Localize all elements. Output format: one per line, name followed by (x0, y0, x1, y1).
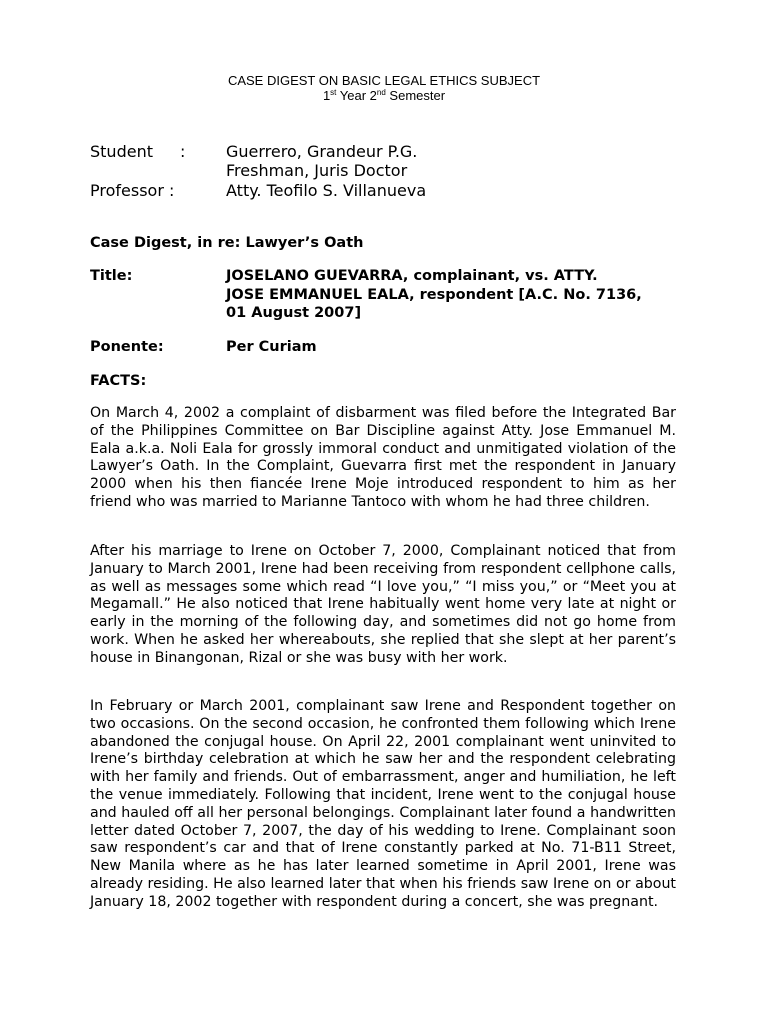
facts-heading: FACTS: (90, 373, 147, 389)
document-title-text: CASE DIGEST ON BASIC LEGAL ETHICS SUBJECT (227, 73, 541, 88)
student-label: Student (90, 142, 153, 161)
facts-paragraph-2: After his marriage to Irene on October 7, 2000, Complainant noticed that from January to March 2001, Irene had been receiving from respondent cellphone calls, as well as messages some which read “I love you,” “I miss you,” or “Meet you at Megamall.” He also noticed that Irene habitually went home very late at night or early in the morning of the following day, and sometimes did not go home from work. When he asked her whereabouts, she replied that she slept at her parent’s house in Binangonan, Rizal or she was busy with her work. (90, 543, 676, 666)
facts-paragraph-1: On March 4, 2002 a complaint of disbarment was filed before the Integrated Bar of the Philippines Committee on Bar Discipline against Atty. Jose Emmanuel M. Eala a.k.a. Noli Eala for grossly immoral conduct and unmitigated violation of the Lawyer’s Oath. In the Complaint, Guevarra first met the respondent in January 2000 when his then fiancée Irene Moje introduced respondent to him as her friend who was married to Marianne Tantoco with whom he had three children. (90, 405, 676, 510)
facts-paragraph-3: In February or March 2001, complainant saw Irene and Respondent together on two occasions. On the second occasion, he confronted them following which Irene abandoned the conjugal house. On April 22, 2001 complainant went uninvited to Irene’s birthday celebration at which he saw her and the respondent celebrating with her family and friends. Out of embarrassment, anger and humiliation, he left the venue immediately. Following that incident, Irene went to the conjugal house and hauled off all her personal belongings. Complainant later found a handwritten letter dated October 7, 2007, the day of his wedding to Irene. Complainant soon saw respondent’s car and that of Irene constantly parked at No. 71-B11 Street, New Manila where as he has later learned sometime in April 2001, Irene was already residing. He also learned later that when his friends saw Irene on or about January 18, 2002 together with respondent during a concert, she was pregnant. (90, 698, 676, 910)
year-superscript: st (330, 88, 337, 97)
case-title-line-3: 01 August 2007] (226, 305, 362, 321)
professor-label: Professor : (90, 181, 175, 200)
year-word: Year 2 (336, 88, 377, 103)
case-title-line-2: JOSE EMMANUEL EALA, respondent [A.C. No. 7136, (226, 287, 642, 303)
ponente-value: Per Curiam (226, 339, 317, 355)
case-title-line-1: JOSELANO GUEVARRA, complainant, vs. ATTY. (226, 268, 598, 284)
semester-word: Semester (385, 88, 446, 103)
ponente-label: Ponente: (90, 339, 164, 355)
professor-name: Atty. Teofilo S. Villanueva (226, 181, 427, 200)
year-number: 1 (322, 88, 331, 103)
semester-superscript: nd (376, 88, 386, 97)
document-subtitle (0, 88, 768, 104)
title-label: Title: (90, 268, 133, 284)
student-name: Guerrero, Grandeur P.G. (226, 142, 418, 161)
student-colon: : (180, 142, 186, 161)
case-digest-heading: Case Digest, in re: Lawyer’s Oath (90, 235, 364, 251)
document-title (0, 73, 768, 89)
student-program: Freshman, Juris Doctor (226, 161, 408, 180)
